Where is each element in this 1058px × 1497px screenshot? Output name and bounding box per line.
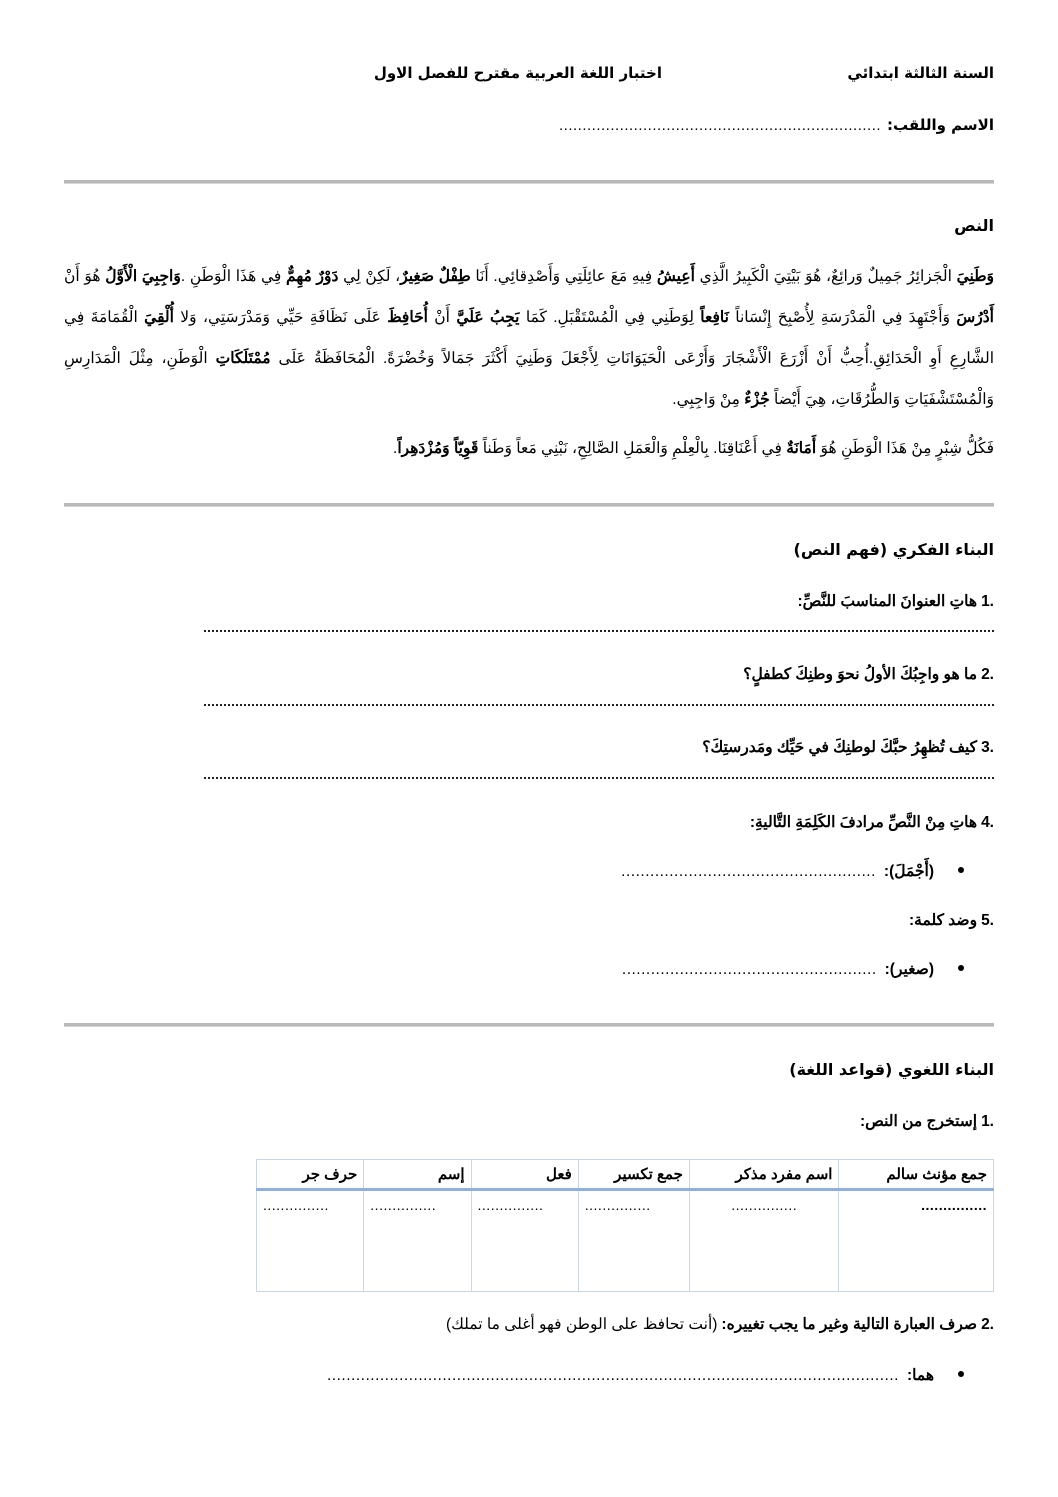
passage-text: . bbox=[393, 440, 398, 457]
question-4: 4. هاتِ مِنْ النَّصِّ مرادفَ الكَلِمَةِ التَّاليةِ: bbox=[749, 814, 994, 831]
passage-text: فِيهِ مَعَ عائِلَتِي وَأَصْدِقائِي. أَنَا bbox=[470, 268, 657, 285]
name-label: الاسم واللقب: bbox=[887, 116, 994, 134]
passage-text: الْوَطَنِ، مِثْلَ الْمَدَارِسِ وَالْمُسْتَشْفَيَاتِ وَالطُّرُقَاتِ، هِيَ أَيْضاً bbox=[64, 350, 994, 408]
grade-level: السنة الثالثة ابتدائي bbox=[847, 64, 994, 82]
exam-page bbox=[64, 0, 994, 1497]
bullet-icon bbox=[958, 1371, 964, 1377]
answer-line-2[interactable] bbox=[204, 704, 994, 706]
divider bbox=[64, 180, 994, 184]
extraction-table bbox=[256, 1159, 994, 1292]
passage-text: ، لَكِنْ لِي bbox=[338, 268, 401, 285]
passage-text: الْجَزائِرُ جَمِيلٌ وَرائِعٌ، هُوَ بَيْتِيَ الْكَبِيرُ الَّذِي bbox=[694, 268, 957, 285]
table-cell[interactable]: ............... bbox=[364, 1190, 471, 1292]
question-3: 3. كيف تُظهِرُ حبَّكَ لوطنِكَ في حَيِّك ومَدرستِكَ؟ bbox=[702, 739, 994, 756]
question-1: 1. هاتِ العنوانَ المناسبَ للنَّصِّ: bbox=[797, 593, 994, 610]
divider bbox=[64, 1023, 994, 1027]
passage-title: النص bbox=[954, 216, 994, 235]
keyword: أُلْقِيَ bbox=[144, 309, 174, 326]
passage-text: لِوَطَنِي فِي الْمُسْتَقْبَلِ. كَمَا bbox=[519, 309, 701, 326]
antonym-item bbox=[622, 960, 964, 979]
table-row bbox=[257, 1190, 994, 1292]
keyword: نَافِعاً bbox=[700, 309, 729, 326]
passage-text: فَكُلُّ شِبْرٍ مِنْ هَذَا الْوَطَنِ هُوَ bbox=[816, 440, 994, 457]
keyword: أَعِيشُ bbox=[656, 268, 695, 285]
grammar-question-2: 2. صرف العبارة التالية وغير ما يجب تغييره: (أنت تحافظ على الوطن فهو أغلى ما تملك) bbox=[445, 1316, 994, 1333]
passage-text: مِنْ وَاجِبِي. bbox=[672, 391, 745, 408]
comprehension-title: البناء الفكري (فهم النص) bbox=[793, 540, 994, 559]
passage-text: فِي هَذَا الْوَطَنِ . bbox=[180, 268, 287, 285]
keyword: وَطَنِيَ bbox=[956, 268, 995, 285]
sentence-to-conjugate: (أنت تحافظ على الوطن فهو أغلى ما تملك) bbox=[445, 1316, 718, 1333]
reading-passage bbox=[64, 256, 994, 469]
table-header-row bbox=[257, 1160, 994, 1190]
antonym-word: (صغير): bbox=[884, 961, 934, 978]
keyword: أَدْرُسَ bbox=[956, 309, 994, 326]
passage-text: هُوَ أَنْ bbox=[64, 268, 106, 285]
passage-paragraph-1 bbox=[64, 256, 994, 420]
answer-line-3[interactable] bbox=[204, 777, 994, 779]
passage-text: فِي أَعْنَاقِنَا. بِالْعِلْمِ وَالْعَمَلِ الصَّالِحِ، نَبْنِي مَعاً وَطَناً bbox=[478, 440, 787, 457]
bullet-icon bbox=[958, 965, 964, 971]
keyword: جُزْءٌ bbox=[744, 391, 770, 408]
column-header: جمع تكسير bbox=[578, 1160, 689, 1190]
column-header: إسم bbox=[364, 1160, 471, 1190]
pronoun-answer[interactable]: ....................................................................................................................... bbox=[327, 1367, 899, 1384]
keyword: أَمَانَةٌ bbox=[786, 440, 817, 457]
synonym-answer[interactable]: ..................................................... bbox=[621, 863, 876, 880]
table-cell[interactable]: ............... bbox=[839, 1190, 994, 1292]
keyword: طِفْلٌ صَغِيرٌ bbox=[400, 268, 471, 285]
table-cell[interactable]: ............... bbox=[471, 1190, 578, 1292]
column-header: اسم مفرد مذكر bbox=[689, 1160, 839, 1190]
keyword: مُمْتَلَكَاتِ bbox=[215, 350, 271, 367]
keyword: دَوْرٌ مُهِمٌّ bbox=[286, 268, 339, 285]
passage-text: وَأَجْتَهِدَ فِي الْمَدْرَسَةِ لِأُصْبِحَ إِنْسَاناً bbox=[728, 309, 957, 326]
synonym-item bbox=[621, 862, 964, 881]
column-header: حرف جر bbox=[257, 1160, 364, 1190]
passage-paragraph-2 bbox=[64, 428, 994, 469]
table-cell[interactable]: ............... bbox=[257, 1190, 364, 1292]
passage-text: الْقُمَامَةَ فِي الشَّارِعِ أَوِ الْحَدَائِقِ.أُحِبُّ أَنْ أَزْرَعَ الْأَشْجَارَ وَأَرْعَى الْحَيَوَانَاتِ لِأَجْعَلَ وَطَنِيَ أَكْثَرَ جَمَالاً وَخُضْرَةً. الْمُحَافَظَةُ عَلَى bbox=[64, 309, 994, 367]
grammar-question-1: 1. إستخرج من النص: bbox=[859, 1113, 994, 1130]
keyword: يَجِبُ عَلَيَّ bbox=[456, 309, 520, 326]
student-name-row bbox=[559, 116, 994, 134]
keyword: أُحَافِظَ bbox=[387, 309, 428, 326]
question-2: 2. ما هو واجِبُكَ الأولُ نحوَ وطنِكَ كطفلٍ؟ bbox=[743, 666, 994, 683]
table-cell[interactable]: ............... bbox=[578, 1190, 689, 1292]
synonym-word: (أَجْمَلَ): bbox=[883, 863, 934, 880]
exam-title: اختبار اللغة العربية مقترح للفصل الاول bbox=[373, 64, 662, 82]
passage-text: أَنْ bbox=[427, 309, 457, 326]
name-field[interactable]: ..................................................................... bbox=[558, 117, 882, 134]
bullet-icon bbox=[958, 867, 964, 873]
dual-pronoun-item bbox=[327, 1366, 964, 1385]
column-header: جمع مؤنث سالم bbox=[839, 1160, 994, 1190]
keyword: قَوِيّاً وَمُزْدَهِراً bbox=[397, 440, 479, 457]
table-cell[interactable]: ............... bbox=[689, 1190, 839, 1292]
column-header: فعل bbox=[471, 1160, 578, 1190]
divider bbox=[64, 503, 994, 507]
pronoun-label: هما: bbox=[906, 1367, 934, 1384]
answer-line-1[interactable] bbox=[204, 630, 994, 632]
keyword: وَاجِبِيَ الْأَوَّلُ bbox=[105, 268, 181, 285]
grammar-title: البناء اللغوي (قواعد اللغة) bbox=[789, 1060, 994, 1079]
question-5: 5. وضد كلمة: bbox=[909, 912, 994, 929]
passage-text: عَلَى نَظَافَةِ حَيِّي وَمَدْرَسَتِي، وَلا bbox=[173, 309, 388, 326]
antonym-answer[interactable]: ..................................................... bbox=[621, 961, 877, 978]
